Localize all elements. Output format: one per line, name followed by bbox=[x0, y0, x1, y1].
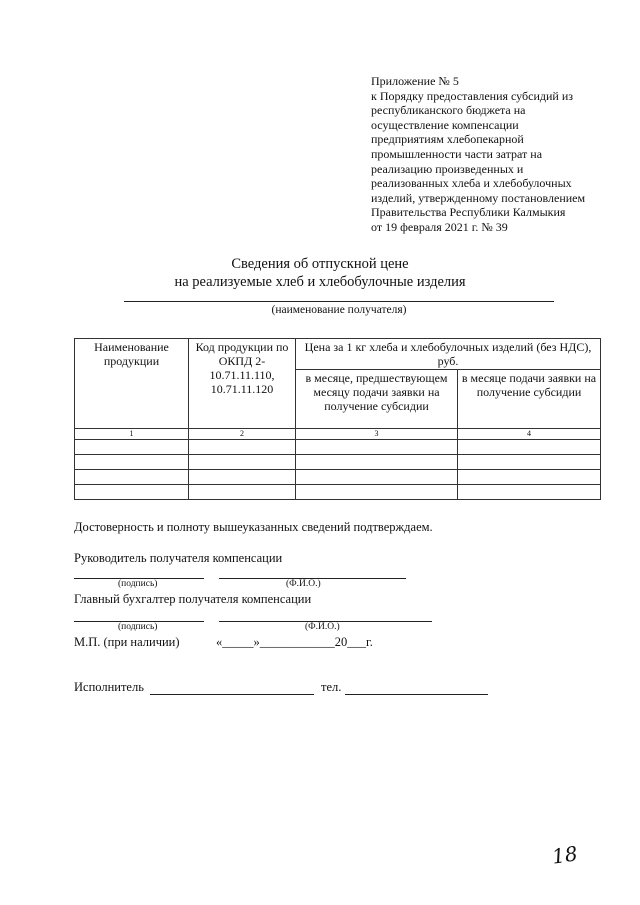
stamp-label: М.П. (при наличии) bbox=[74, 635, 180, 649]
table-cell[interactable] bbox=[189, 440, 296, 455]
header-price-group: Цена за 1 кг хлеба и хлебобулочных изделий (без НДС), руб. bbox=[296, 339, 601, 370]
executor-label: Исполнитель bbox=[74, 680, 144, 694]
table-cell[interactable] bbox=[75, 470, 189, 485]
column-number: 2 bbox=[189, 429, 296, 440]
table-cell[interactable] bbox=[75, 455, 189, 470]
recipient-caption: (наименование получателя) bbox=[271, 304, 407, 316]
appendix-line: республиканского бюджета на bbox=[371, 103, 526, 118]
table-row bbox=[75, 455, 601, 470]
appendix-line: реализованных хлеба и хлебобулочных bbox=[371, 176, 572, 191]
appendix-block bbox=[371, 74, 611, 235]
table-row bbox=[75, 470, 601, 485]
header-product-code: Код продукции по ОКПД 2-10.71.11.110, 10.71.11.120 bbox=[189, 339, 296, 429]
header-price-prev-month: в месяце, предшествующем месяцу подачи заявки на получение субсидии bbox=[296, 370, 458, 429]
page-number: 18 bbox=[550, 841, 579, 869]
recipient-name-line[interactable] bbox=[124, 301, 554, 302]
title-line-1: Сведения об отпускной цене bbox=[231, 256, 409, 272]
appendix-line: предприятиям хлебопекарной bbox=[371, 132, 524, 147]
column-number-row bbox=[75, 429, 601, 440]
title-line-2: на реализуемые хлеб и хлебобулочные изделия bbox=[174, 274, 466, 290]
table-cell[interactable] bbox=[75, 485, 189, 500]
date-field[interactable]: «_____»____________20___г. bbox=[216, 635, 373, 649]
signature-caption: (подпись) bbox=[118, 579, 158, 589]
column-number: 1 bbox=[75, 429, 189, 440]
table-cell[interactable] bbox=[458, 455, 601, 470]
appendix-line: изделий, утвержденному постановлением bbox=[371, 190, 586, 205]
appendix-line: осуществление компенсации bbox=[371, 117, 519, 132]
appendix-line: промышленности части затрат на bbox=[371, 146, 543, 161]
table-cell[interactable] bbox=[296, 470, 458, 485]
header-product-name: Наименование продукции bbox=[75, 339, 189, 429]
appendix-line: реализацию произведенных и bbox=[371, 161, 524, 176]
table-cell[interactable] bbox=[458, 470, 601, 485]
table-cell[interactable] bbox=[75, 440, 189, 455]
table-cell[interactable] bbox=[296, 485, 458, 500]
column-number: 4 bbox=[458, 429, 601, 440]
phone-label: тел. bbox=[321, 680, 342, 694]
document-title bbox=[0, 255, 640, 291]
name-caption: (Ф.И.О.) bbox=[286, 579, 321, 589]
head-label: Руководитель получателя компенсации bbox=[74, 551, 283, 565]
signature-caption: (подпись) bbox=[118, 622, 158, 632]
appendix-line: к Порядку предоставления субсидий из bbox=[371, 88, 573, 103]
table-cell[interactable] bbox=[458, 440, 601, 455]
phone-line[interactable] bbox=[345, 694, 488, 695]
accountant-label: Главный бухгалтер получателя компенсации bbox=[74, 592, 312, 606]
table-cell[interactable] bbox=[189, 485, 296, 500]
table-row bbox=[75, 440, 601, 455]
table-header-row bbox=[75, 339, 601, 370]
table-cell[interactable] bbox=[189, 455, 296, 470]
price-table bbox=[74, 338, 601, 500]
name-caption: (Ф.И.О.) bbox=[305, 622, 340, 632]
table-cell[interactable] bbox=[296, 455, 458, 470]
appendix-line: Правительства Республики Калмыкия bbox=[371, 205, 566, 220]
executor-name-line[interactable] bbox=[150, 694, 314, 695]
table-cell[interactable] bbox=[458, 485, 601, 500]
table-cell[interactable] bbox=[296, 440, 458, 455]
confirmation-text: Достоверность и полноту вышеуказанных сведений подтверждаем. bbox=[74, 520, 433, 534]
table-cell[interactable] bbox=[189, 470, 296, 485]
appendix-line: Приложение № 5 bbox=[371, 74, 459, 88]
header-price-current-month: в месяце подачи заявки на получение субсидии bbox=[458, 370, 601, 429]
appendix-line: от 19 февраля 2021 г. № 39 bbox=[371, 219, 508, 234]
column-number: 3 bbox=[296, 429, 458, 440]
table-row bbox=[75, 485, 601, 500]
